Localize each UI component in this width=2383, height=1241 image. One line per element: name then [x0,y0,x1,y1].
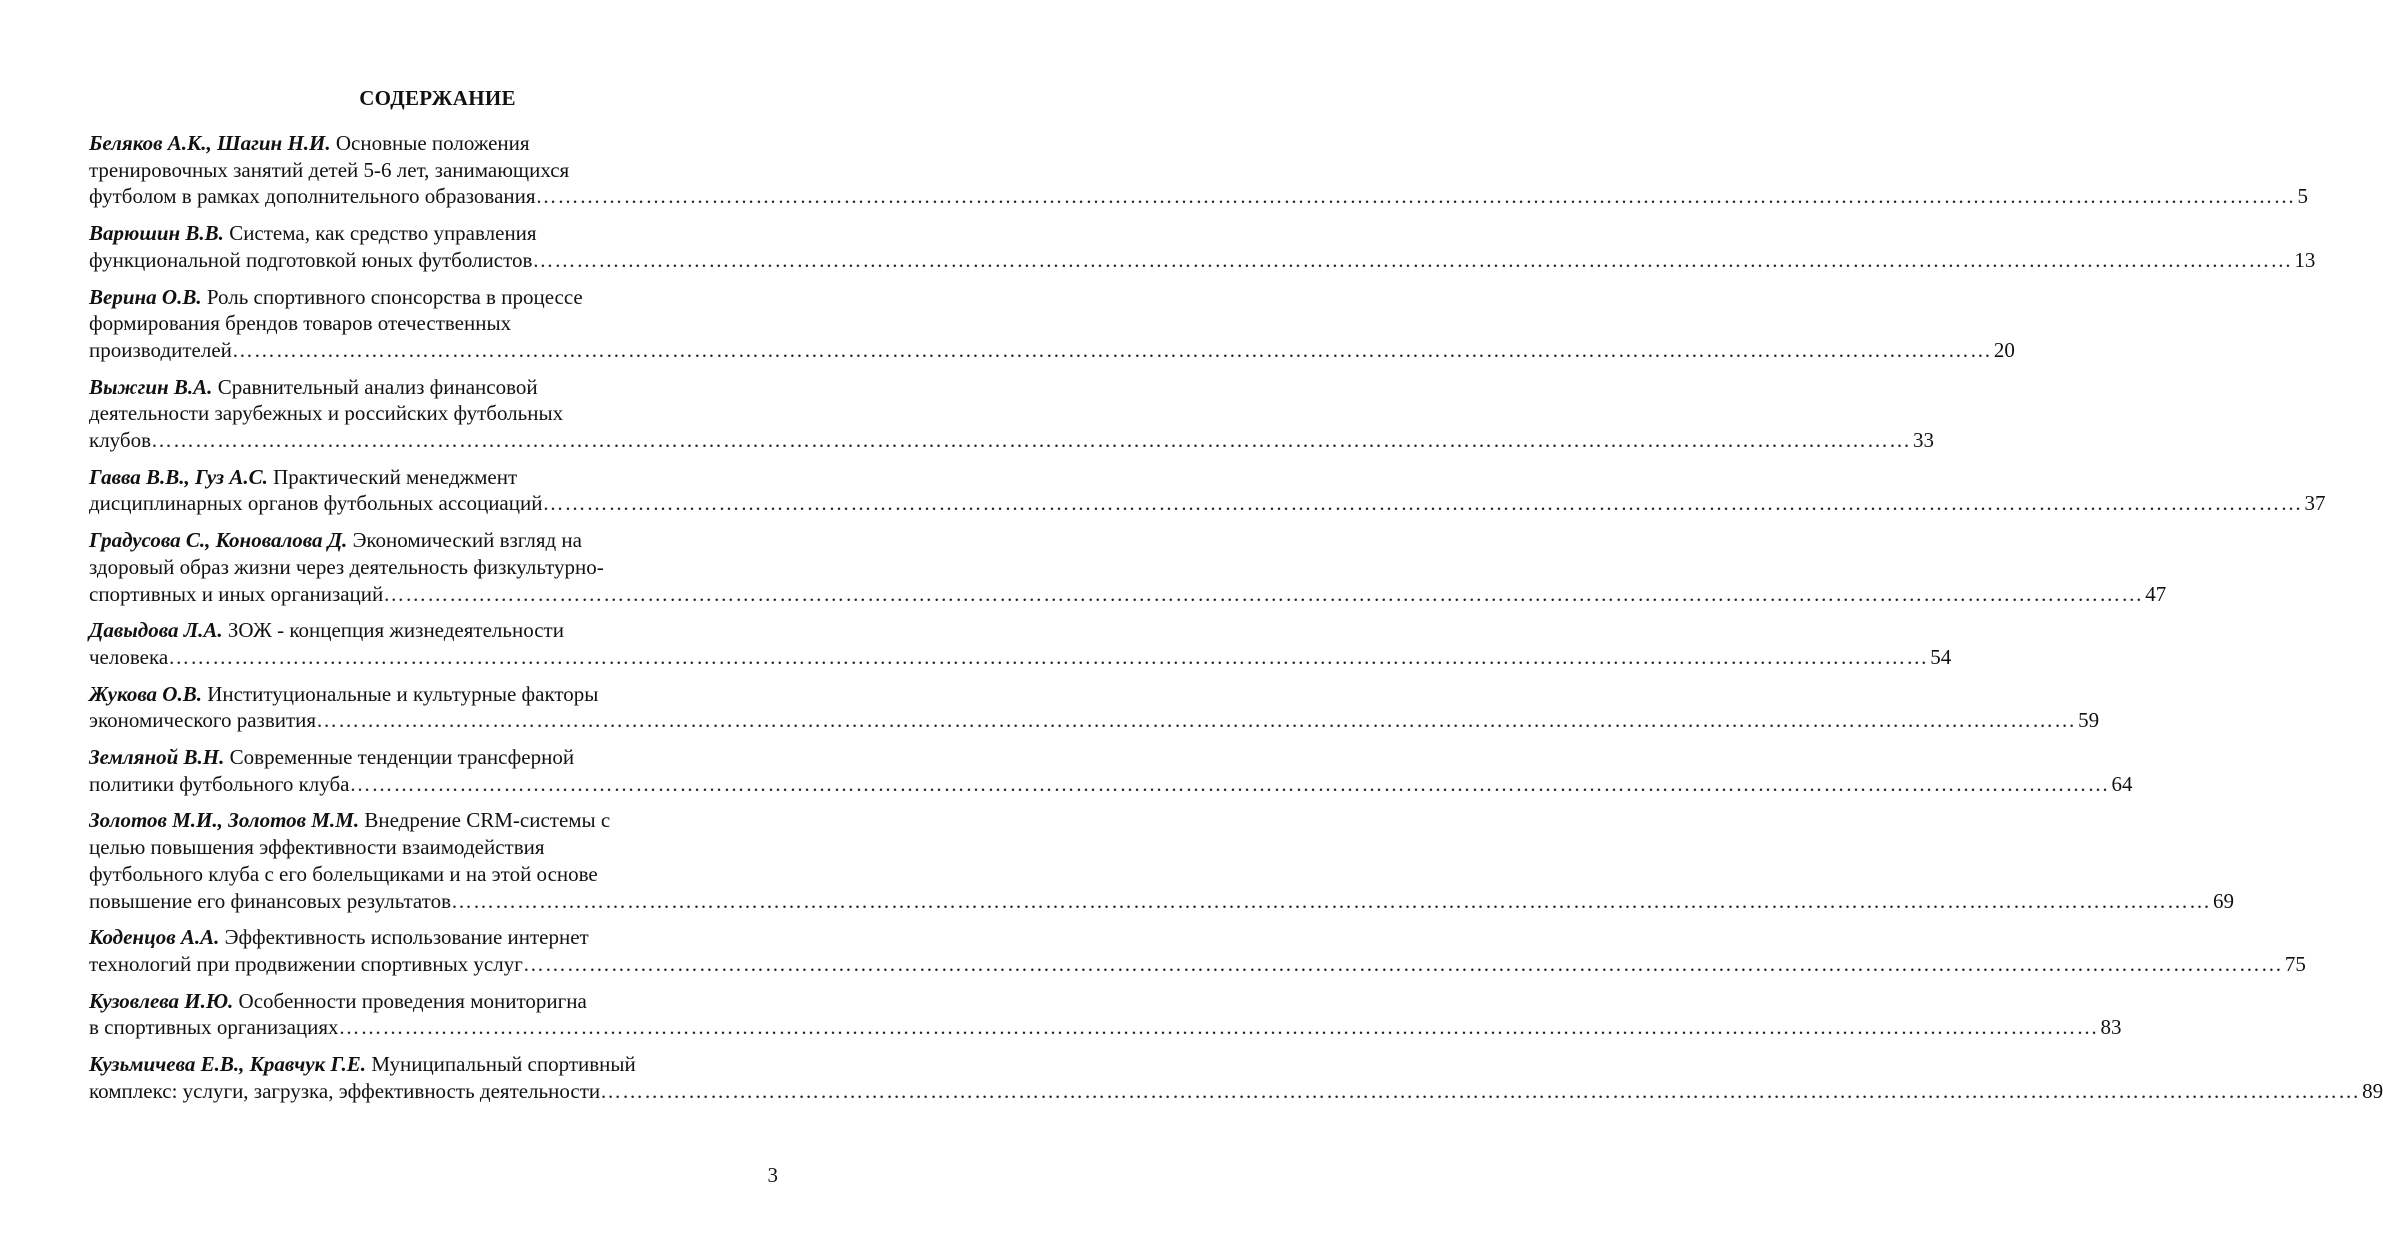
toc-entry-last-line [89,1014,2122,1041]
toc-entry-authors: Жукова О.В. [89,681,202,706]
toc-entry-last-line [89,183,2309,210]
toc-entry-line: тренировочных занятий детей 5-6 лет, занимающихся [89,157,570,182]
toc-entry [89,284,2015,374]
toc-entry-page: 83 [2100,1015,2122,1040]
toc-entry-text: Особенности проведения мониторигна [233,988,587,1013]
toc-entry-last-line [89,337,2015,364]
toc-entry-last-line [89,644,1952,671]
toc-entry-last-line [89,427,1935,454]
toc-entry-text: комплекс: услуги, загрузка, эффективность деятельности [89,1078,601,1103]
page-title: СОДЕРЖАНИЕ [359,86,516,110]
table-of-contents [89,130,2383,1115]
toc-entry [89,924,2306,987]
toc-entry-line [89,617,769,644]
toc-entry-authors: Градусова С., Коновалова Д. [89,528,348,553]
toc-entry [89,744,2133,807]
toc-entry-text: человека [89,644,169,669]
leader-dots: …………………………………………………………………………………………………………………………………………………………………………………………………………………… [542,491,2303,516]
leader-dots: …………………………………………………………………………………………………………………………………………………………………………………………………………………… [231,337,1992,362]
toc-entry [89,374,1935,464]
toc-entry-authors: Коденцов А.А. [89,925,220,950]
toc-entry-page: 89 [2362,1078,2383,1103]
toc-entry [89,130,2309,220]
toc-entry-text: спортивных и иных организаций [89,581,384,606]
toc-entry-line [89,744,769,771]
toc-entry-line [89,807,769,834]
toc-entry-page: 54 [1930,644,1952,669]
toc-entry-text: Современные тенденции трансферной [224,745,575,770]
toc-entry-page: 5 [2297,184,2309,209]
toc-entry-line [89,988,769,1015]
toc-entry-text: Эффективность использование интернет [219,925,589,950]
toc-entry [89,807,2234,924]
toc-entry-line [89,681,769,708]
toc-entry-authors: Давыдова Л.А. [89,618,223,643]
toc-entry-line [89,527,769,554]
toc-entry [89,681,2100,744]
leader-dots: …………………………………………………………………………………………………………………………………………………………………………………………………………………… [535,184,2296,209]
toc-entry-text: экономического развития [89,708,317,733]
toc-entry-last-line [89,951,2306,978]
toc-entry-text: дисциплинарных органов футбольных ассоциаций [89,491,543,516]
toc-entry-last-line [89,888,2234,915]
toc-entry-page: 69 [2213,888,2234,913]
toc-entry-authors: Кузовлева И.Ю. [89,988,234,1013]
toc-entry-text: Роль спортивного спонсорства в процессе [201,284,583,309]
toc-entry-page: 33 [1913,428,1935,453]
toc-entry-text: клубов [89,428,152,453]
toc-entry-last-line [89,490,2326,517]
toc-entry-last-line [89,771,2133,798]
toc-entry-last-line [89,707,2100,734]
toc-entry-text: Внедрение CRM-системы с [359,808,611,833]
toc-entry-line: формирования брендов товаров отечественных [89,311,512,336]
toc-entry-text: Институциональные и культурные факторы [201,681,599,706]
toc-entry-last-line [89,247,2316,274]
toc-entry-authors: Верина О.В. [89,284,202,309]
leader-dots: …………………………………………………………………………………………………………………………………………………………………………………………………………………… [316,708,2077,733]
toc-entry-text: ЗОЖ - концепция жизнедеятельности [222,618,564,643]
toc-entry-text: Основные положения [330,131,530,155]
toc-entry-text: повышение его финансовых результатов [89,888,451,913]
toc-entry-line [89,130,769,157]
toc-entry-authors: Золотов М.И., Золотов М.М. [89,808,360,833]
toc-entry-line: деятельности зарубежных и российских футбольных [89,401,564,426]
leader-dots: …………………………………………………………………………………………………………………………………………………………………………………………………………………… [600,1078,2361,1103]
toc-entry-line [89,1051,769,1078]
toc-entry-line: целью повышения эффективности взаимодействия [89,835,545,860]
toc-entry-line [89,220,769,247]
toc-entry-text: в спортивных организациях [89,1015,339,1040]
toc-entry-line [89,924,769,951]
toc-entry [89,464,2326,527]
toc-entry-line [89,374,769,401]
toc-entry-authors: Земляной В.Н. [89,745,225,770]
toc-entry [89,617,1952,680]
toc-entry-page: 59 [2078,708,2100,733]
toc-entry-authors: Варюшин В.В. [89,221,224,246]
leader-dots: …………………………………………………………………………………………………………………………………………………………………………………………………………………… [522,951,2283,976]
toc-entry-page: 64 [2111,771,2133,796]
toc-entry-authors: Гавва В.В., Гуз А.С. [89,464,268,489]
toc-entry-line [89,464,769,491]
toc-entry-authors: Выжгин В.А. [89,374,213,399]
toc-entry-text: Сравнительный анализ финансовой [212,374,538,399]
leader-dots: …………………………………………………………………………………………………………………………………………………………………………………………………………………… [383,581,2144,606]
toc-entry-text: Система, как средство управления [223,221,537,246]
toc-entry-text: технологий при продвижении спортивных услуг [89,951,523,976]
toc-entry-text: Экономический взгляд на [347,528,582,553]
toc-entry-text: Муниципальный спортивный [366,1052,636,1077]
toc-entry [89,220,2316,283]
leader-dots: …………………………………………………………………………………………………………………………………………………………………………………………………………………… [451,888,2211,913]
page-number: 3 [767,1163,778,1187]
leader-dots: …………………………………………………………………………………………………………………………………………………………………………………………………………………… [349,771,2110,796]
toc-entry-page: 20 [1993,337,2015,362]
toc-entry [89,1051,2383,1114]
toc-entry-last-line [89,581,2167,608]
toc-entry-last-line [89,1078,2383,1105]
toc-entry-line: здоровый образ жизни через деятельность физкультурно- [89,554,604,579]
toc-entry-page: 37 [2304,491,2326,516]
toc-entry-line: футбольного клуба с его болельщиками и на этой основе [89,861,598,886]
leader-dots: …………………………………………………………………………………………………………………………………………………………………………………………………………………… [168,644,1929,669]
leader-dots: …………………………………………………………………………………………………………………………………………………………………………………………………………………… [532,247,2293,272]
toc-entry [89,527,2167,617]
toc-entry-line [89,284,769,311]
toc-entry-page: 13 [2294,247,2316,272]
toc-entry-text: производителей [89,337,232,362]
toc-entry-text: функциональной подготовкой юных футболистов [89,247,533,272]
toc-entry-page: 75 [2284,951,2306,976]
toc-entry-text: футболом в рамках дополнительного образования [89,184,536,209]
leader-dots: …………………………………………………………………………………………………………………………………………………………………………………………………………………… [151,428,1912,453]
toc-entry [89,988,2122,1051]
toc-entry-authors: Кузьмичева Е.В., Кравчук Г.Е. [89,1052,367,1077]
leader-dots: …………………………………………………………………………………………………………………………………………………………………………………………………………………… [338,1015,2099,1040]
toc-entry-text: политики футбольного клуба [89,771,350,796]
toc-entry-text: Практический менеджмент [267,464,518,489]
toc-entry-authors: Беляков А.К., Шагин Н.И. [89,131,331,155]
toc-entry-page: 47 [2145,581,2167,606]
